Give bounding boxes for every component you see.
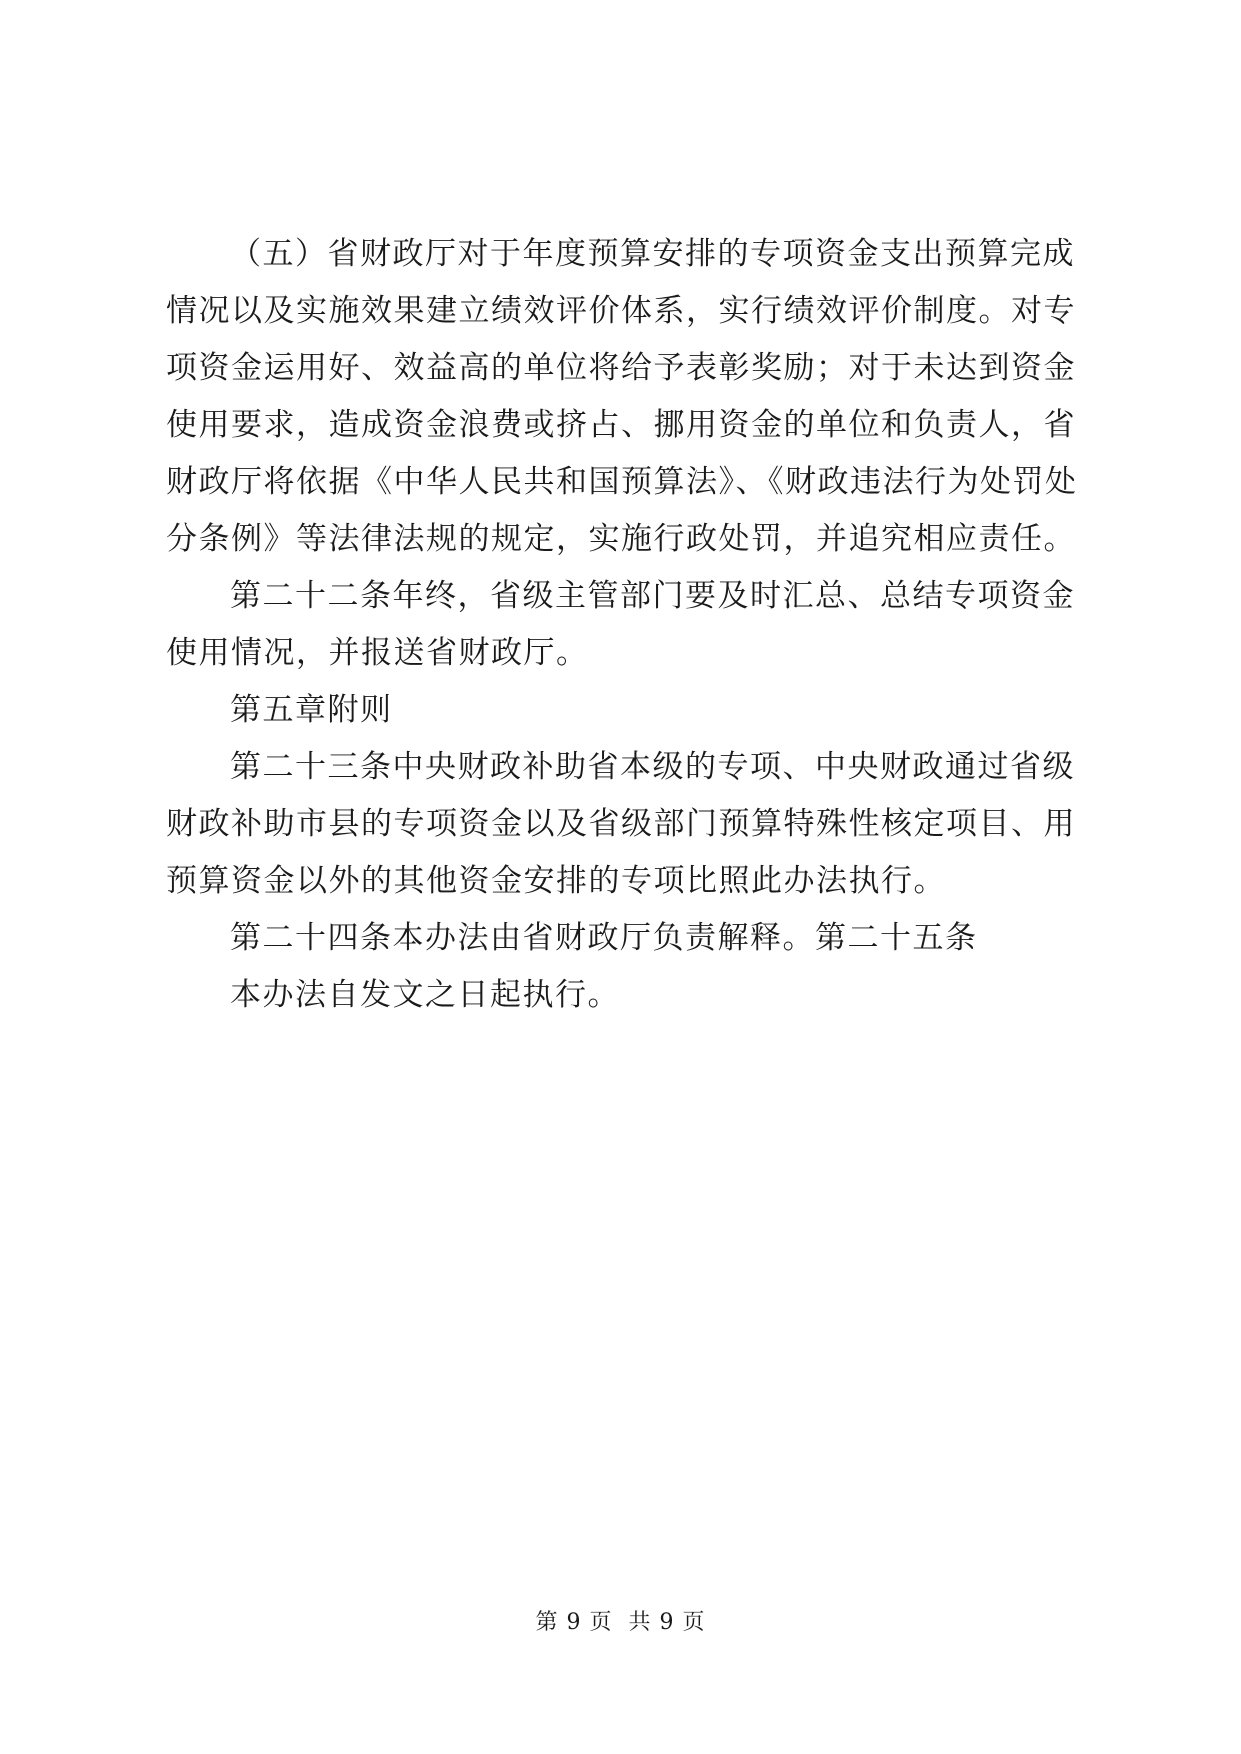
text-line: 情况以及实施效果建立绩效评价体系，实行绩效评价制度。对专 — [166, 293, 1076, 329]
text-line: 使用情况，并报送省财政厅。 — [166, 635, 589, 671]
text-line: 使用要求，造成资金浪费或挤占、挪用资金的单位和负责人，省 — [166, 407, 1076, 443]
chapter-heading: 第五章附则 — [230, 692, 393, 728]
text-line: 财政厅将依据《中华人民共和国预算法》、《财政违法行为处罚处 — [166, 464, 1078, 500]
page-number-footer: 第 9 页 共 9 页 — [535, 1610, 706, 1635]
text-line: 预算资金以外的其他资金安排的专项比照此办法执行。 — [166, 863, 946, 899]
text-line: 财政补助市县的专项资金以及省级部门预算特殊性核定项目、用 — [166, 806, 1076, 842]
document-body — [166, 226, 1078, 1024]
text-line: 分条例》等法律法规的规定，实施行政处罚，并追究相应责任。 — [166, 521, 1076, 557]
text-line: 第二十二条年终，省级主管部门要及时汇总、总结专项资金 — [230, 578, 1075, 614]
text-line: 第二十四条本办法由省财政厅负责解释。第二十五条 — [230, 920, 978, 956]
text-line: 第二十三条中央财政补助省本级的专项、中央财政通过省级 — [230, 749, 1075, 785]
text-line: 项资金运用好、效益高的单位将给予表彰奖励；对于未达到资金 — [166, 350, 1076, 386]
text-line: （五）省财政厅对于年度预算安排的专项资金支出预算完成 — [230, 236, 1075, 272]
text-line: 本办法自发文之日起执行。 — [230, 977, 620, 1013]
